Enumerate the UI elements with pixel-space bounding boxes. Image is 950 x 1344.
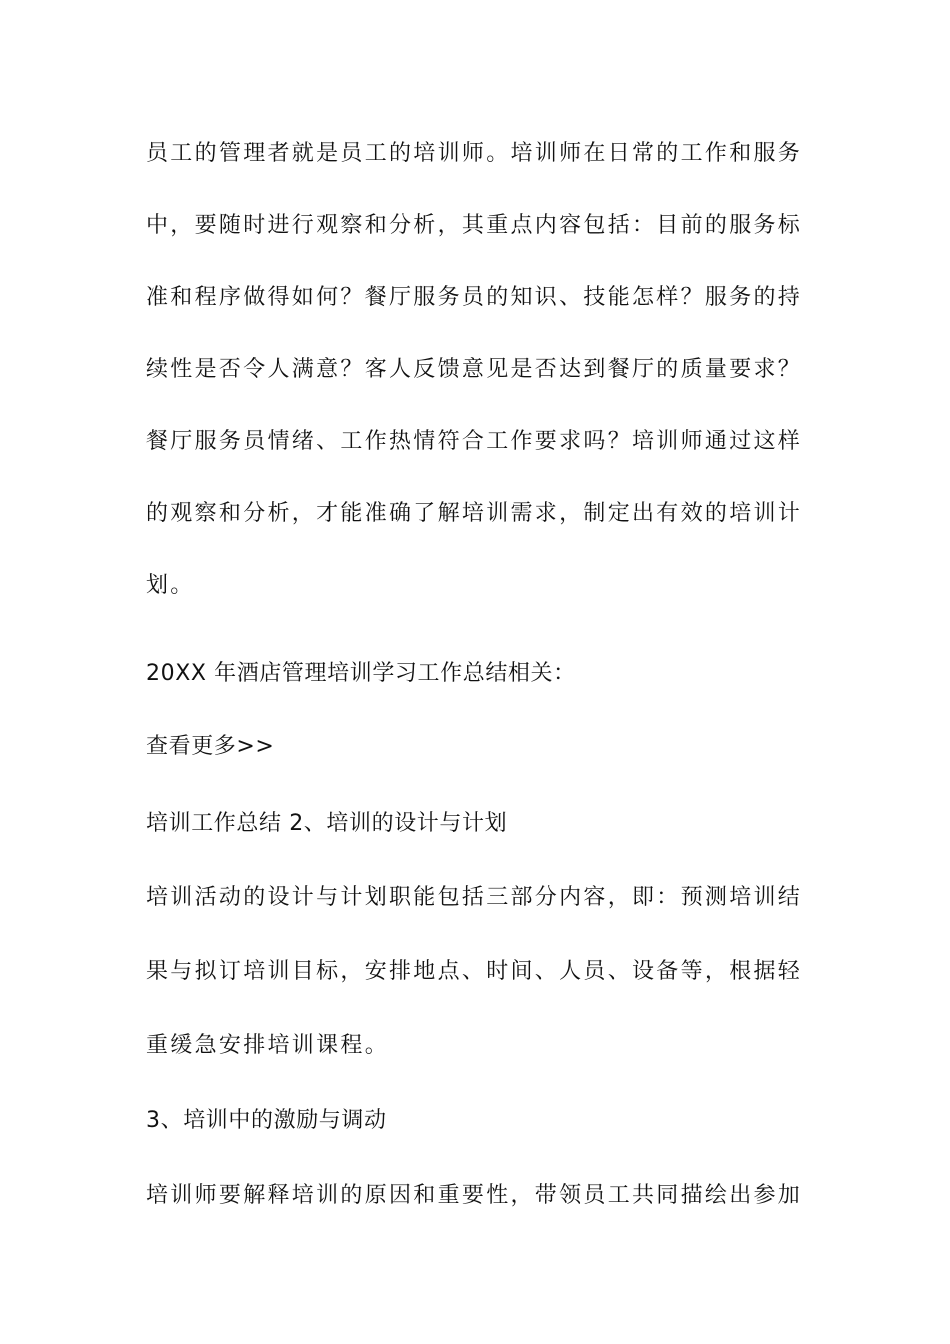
paragraph-1-line-7: 划。 (146, 573, 195, 598)
paragraph-1-line-1: 员工的管理者就是员工的培训师。培训师在日常的工作和服务 (146, 141, 803, 166)
paragraph-2-line-2: 果与拟订培训目标，安排地点、时间、人员、设备等，根据轻 (146, 959, 803, 984)
paragraph-2-line-1: 培训活动的设计与计划职能包括三部分内容，即：预测培训结 (146, 885, 803, 910)
paragraph-1-line-5: 餐厅服务员情绪、工作热情符合工作要求吗？培训师通过这样 (146, 429, 803, 454)
related-heading: 20XX 年酒店管理培训学习工作总结相关： (146, 661, 576, 686)
section-2-heading: 培训工作总结 2、培训的设计与计划 (146, 811, 508, 836)
paragraph-1-line-3: 准和程序做得如何？餐厅服务员的知识、技能怎样？服务的持 (146, 285, 803, 310)
paragraph-3-line-1: 培训师要解释培训的原因和重要性，带领员工共同描绘出参加 (146, 1183, 803, 1208)
paragraph-1-line-2: 中，要随时进行观察和分析，其重点内容包括：目前的服务标 (146, 213, 803, 238)
more-link[interactable]: 查看更多>> (146, 734, 275, 759)
paragraph-2-line-3: 重缓急安排培训课程。 (146, 1033, 390, 1058)
paragraph-1-line-4: 续性是否令人满意？客人反馈意见是否达到餐厅的质量要求？ (146, 357, 803, 382)
section-3-heading: 3、培训中的激励与调动 (146, 1108, 387, 1133)
paragraph-1-line-6: 的观察和分析，才能准确了解培训需求，制定出有效的培训计 (146, 501, 803, 526)
